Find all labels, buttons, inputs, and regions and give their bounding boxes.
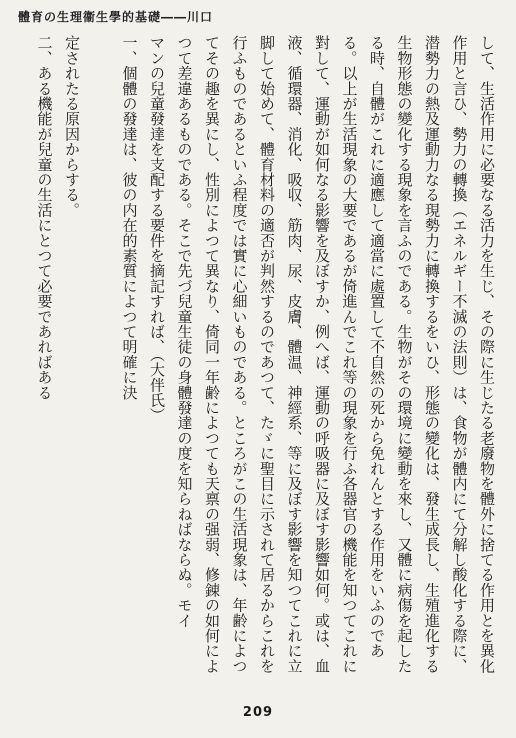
- main-paragraph: して、生活作用に必要なる活力を生じ、その際に生じたる老廢物を體外に捨てる作用とを異化作用と言ひ、勢力の轉換（エネルギー不滅の法則）は、食物が體内にて分解し酸化する際に、潜勢力の熱及運動力なる現勢力に轉換するをいひ、形態の變化は、發生成長し、生殖進化する生物形態の變化する現象を言ふのである。生物がその環境に變動を來し、又體に病傷を起したる時、自體がこれに適應して適當に處置して不自然の死から免れんとする作用をいふのである。以上が生活現象の大要であるが倚進んでこれ等の現象を行ふ各器官の機能を知つてこれに對して、運動が如何なる影響を及ぼすか、例へば、運動の呼吸器に及ぼす影響如何。或は、血液、循環器、消化、吸収、筋肉、尿、皮膚、體温、神經系、等に及ぼす影響を知つてこれに立脚して始めて、體育材料の適否が判然するのであつて、たゞに聖目に示されて居るからこれを行ふものであるといふ程度では實に心細いものである。ところがこの生活現象は、年齢によつてその趣を異にし、性別によつて異なり、倚同一年齢によつても天禀の强弱、修錬の如何によつて差違あるものである。そこで先づ兒童生徒の身體發達の度を知らねばならぬ。モイ: [175, 35, 496, 674]
- list-item-1: 一、個體の發達は、彼の内在的素質によつて明確に決: [120, 35, 139, 400]
- page-number: 209: [242, 705, 274, 720]
- vertical-text-body: [30, 35, 500, 687]
- intro-line: マンの兒童發達を支配する要件を摘記すれば、（大伴氏）: [148, 35, 166, 423]
- list-item-1-continuation: 定されたる原因からする。: [63, 35, 81, 218]
- list-item-2: 二、ある機能が兒童の生活にとつて必要であればある: [35, 35, 54, 400]
- running-header: 體育の生理衞生學的基礎――川口: [18, 10, 214, 24]
